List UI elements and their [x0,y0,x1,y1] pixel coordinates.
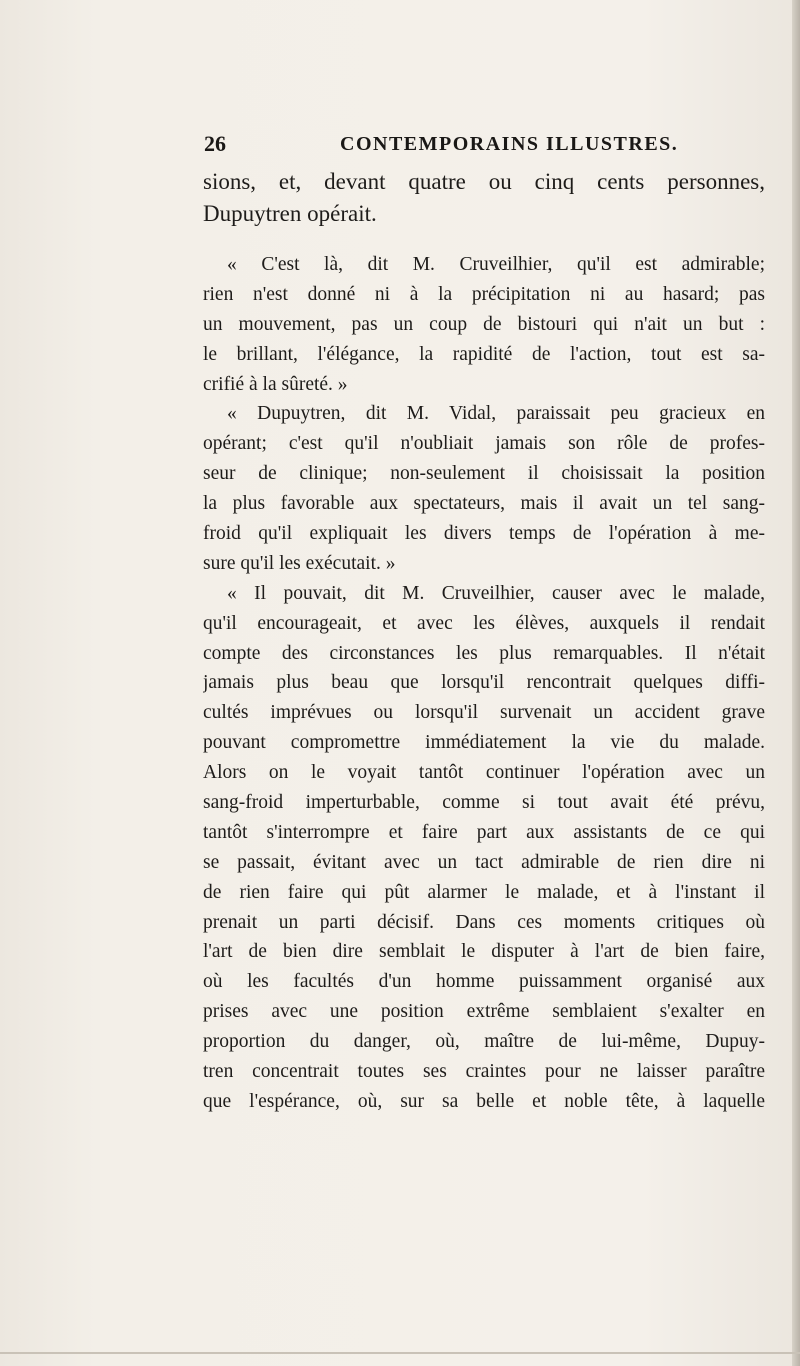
text-line: que l'espérance, où, sur sa belle et noble tête, à laquelle [203,1090,765,1112]
body-text [203,166,765,1117]
text-line: pouvant compromettre immédiatement la vie du malade. [203,732,765,754]
text-line: « Il pouvait, dit M. Cruveilhier, causer avec le malade, [227,582,765,604]
text-line: un mouvement, pas un coup de bistouri qui n'ait un but : [203,313,765,335]
text-line: tantôt s'interrompre et faire part aux assistants de ce qui [203,821,765,843]
text-line: le brillant, l'élégance, la rapidité de l'action, tout est sa- [203,343,765,365]
text-line: sure qu'il les exécutait. » [203,552,396,574]
text-line: rien n'est donné ni à la précipitation ni au hasard; pas [203,283,765,305]
page-bottom-edge [0,1352,800,1354]
text-line: cultés imprévues ou lorsqu'il survenait un accident grave [203,702,765,724]
text-line: tren concentrait toutes ses craintes pour ne laisser paraître [203,1061,765,1083]
text-line: qu'il encourageait, et avec les élèves, auxquels il rendait [203,612,765,634]
text-line: Alors on le voyait tantôt continuer l'opération avec un [203,762,765,784]
text-line: se passait, évitant avec un tact admirable de rien dire ni [203,851,765,873]
text-line: la plus favorable aux spectateurs, mais il avait un tel sang- [203,493,765,515]
text-line: où les facultés d'un homme puissamment organisé aux [203,971,765,993]
running-header [204,131,764,161]
text-line: jamais plus beau que lorsqu'il rencontrait quelques diffi- [203,672,765,694]
text-line: Dupuytren opérait. [203,201,377,226]
page-number: 26 [204,131,226,156]
text-line: prenait un parti décisif. Dans ces moments critiques où [203,911,765,933]
text-line: sions, et, devant quatre ou cinq cents personnes, [203,169,765,194]
text-line: « C'est là, dit M. Cruveilhier, qu'il est admirable; [227,254,765,275]
text-line: proportion du danger, où, maître de lui-même, Dupuy- [203,1031,765,1053]
text-line: froid qu'il expliquait les divers temps de l'opération à me- [203,523,765,545]
text-line: sang-froid imperturbable, comme si tout avait été prévu, [203,792,765,814]
paragraph-gap [203,230,765,250]
text-line: de rien faire qui pût alarmer le malade, et à l'instant il [203,881,765,903]
text-line: l'art de bien dire semblait le disputer à l'art de bien faire, [203,941,765,963]
text-line: opérant; c'est qu'il n'oubliait jamais son rôle de profes- [203,433,765,455]
text-line: crifié à la sûreté. » [203,373,348,395]
text-line: « Dupuytren, dit M. Vidal, paraissait peu gracieux en [227,403,765,425]
text-line: compte des circonstances les plus remarquables. Il n'était [203,642,765,664]
page-edge [792,0,800,1366]
text-line: prises avec une position extrême semblaient s'exalter en [203,1001,765,1023]
text-line: seur de clinique; non-seulement il choisissait la position [203,463,765,485]
running-title: CONTEMPORAINS ILLUSTRES. [340,133,679,155]
